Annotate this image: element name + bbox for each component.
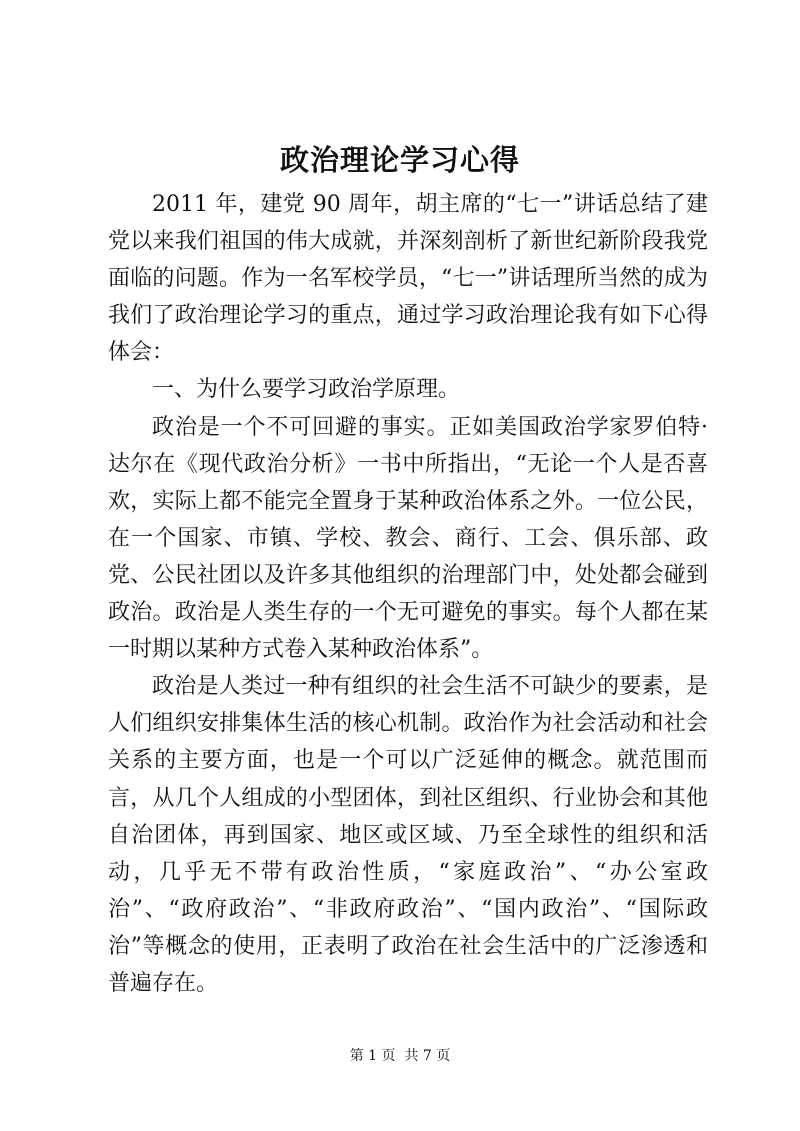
paragraph-intro: 2011 年，建党 90 周年，胡主席的“七一”讲话总结了建党以来我们祖国的伟大成就，并深刻剖析了新世纪新阶段我党面临的问题。作为一名军校学员，“七一”讲话理所当然的成为我们了政治理论学习的重点，通过学习政治理论我有如下心得体会： (108, 192, 708, 366)
paragraph-dahl-quote: 政治是一个不可回避的事实。正如美国政治学家罗伯特·达尔在《现代政治分析》一书中所指出，“无论一个人是否喜欢，实际上都不能完全置身于某种政治体系之外。一位公民，在一个国家、市镇、学校、教会、商行、工会、俱乐部、政党、公民社团以及许多其他组织的治理部门中，处处都会碰到政治。政治是人类生存的一个无可避免的事实。每个人都在某一时期以某种方式卷入某种政治体系”。 (108, 414, 708, 663)
paragraph-section-heading: 一、为什么要学习政治学原理。 (152, 377, 461, 403)
page-number-label: 第 1 页 共 7 页 (349, 1048, 451, 1064)
paragraph-politics-scope: 政治是人类过一种有组织的社会生活不可缺少的要素，是人们组织安排集体生活的核心机制。政治作为社会活动和社会关系的主要方面，也是一个可以广泛延伸的概念。就范围而言，从几个人组成的小型团体，到社区组织、行业协会和其他自治团体，再到国家、地区或区域、乃至全球性的组织和活动，几乎无不带有政治性质，“家庭政治”、“办公室政治”、“政府政治”、“非政府政治”、“国内政治”、“国际政治”等概念的使用，正表明了政治在社会生活中的广泛渗透和普遍存在。 (108, 674, 708, 996)
document-body (108, 186, 708, 1002)
page-footer (0, 1046, 800, 1066)
document-title: 政治理论学习心得 (279, 143, 520, 177)
